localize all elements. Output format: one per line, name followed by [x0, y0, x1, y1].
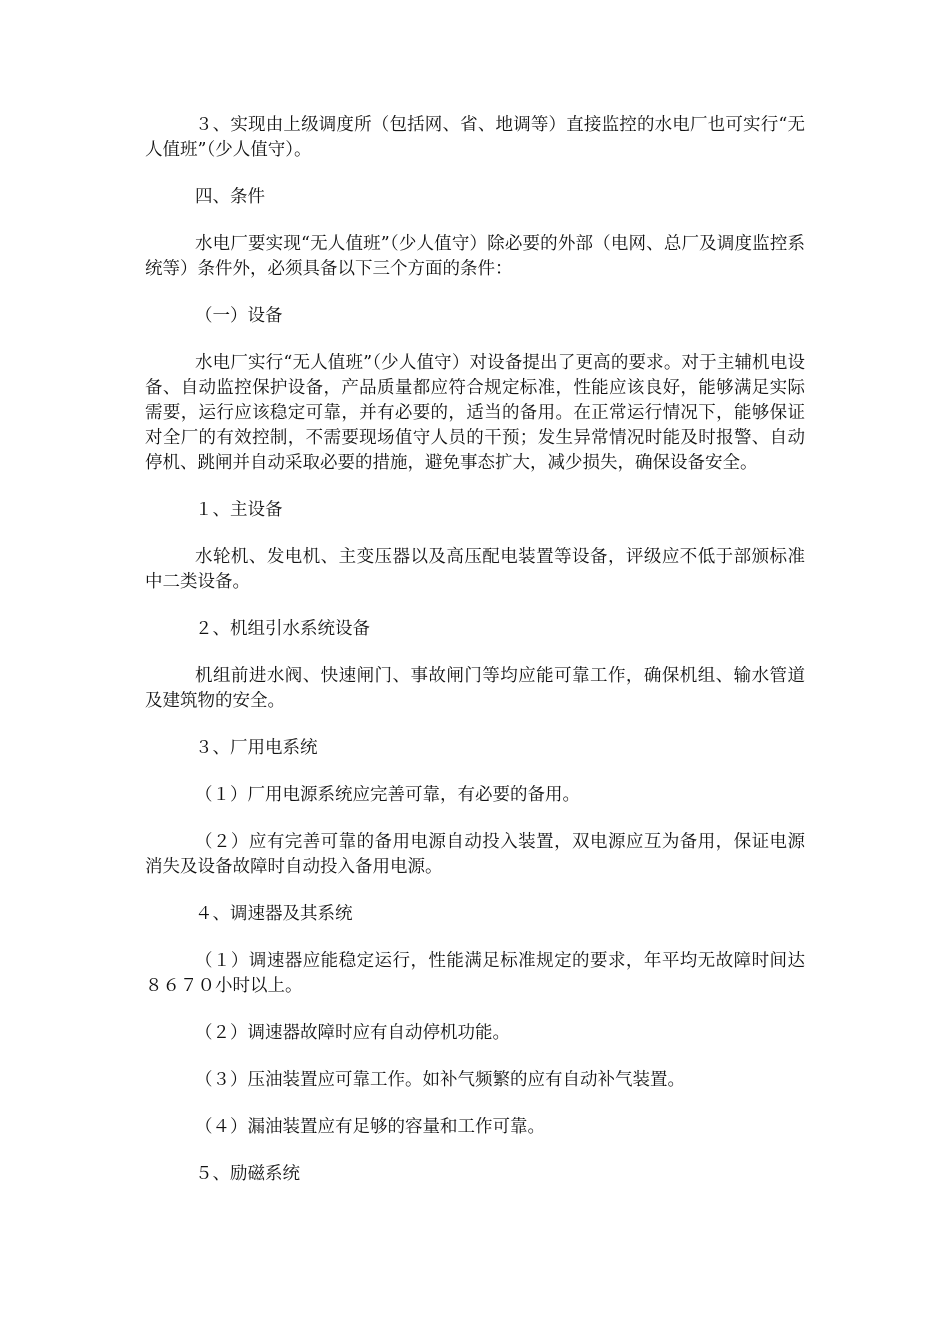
paragraph-1: ３、实现由上级调度所（包括网、省、地调等）直接监控的水电厂也可实行“无人值班”（少人值守）。 — [145, 115, 805, 160]
paragraph-governor-3: （３）压油装置应可靠工作。如补气频繁的应有自动补气装置。 — [195, 1070, 685, 1090]
item-heading-governor: ４、调速器及其系统 — [195, 904, 353, 924]
paragraph-conditions-intro: 水电厂要实现“无人值班”（少人值守）除必要的外部（电网、总厂及调度监控系统等）条件外，必须具备以下三个方面的条件： — [145, 234, 805, 279]
section-heading-conditions: 四、条件 — [195, 187, 265, 207]
paragraph-station-power-2: （２）应有完善可靠的备用电源自动投入装置，双电源应互为备用，保证电源消失及设备故障时自动投入备用电源。 — [145, 832, 805, 877]
document-body — [145, 113, 805, 1209]
paragraph-water-diversion: 机组前进水阀、快速闸门、事故闸门等均应能可靠工作，确保机组、输水管道及建筑物的安全。 — [145, 666, 805, 711]
subsection-heading-equipment: （一）设备 — [195, 306, 283, 326]
paragraph-main-equipment: 水轮机、发电机、主变压器以及高压配电装置等设备，评级应不低于部颁标准中二类设备。 — [145, 547, 805, 592]
paragraph-governor-4: （４）漏油装置应有足够的容量和工作可靠。 — [195, 1117, 545, 1137]
item-heading-station-power: ３、厂用电系统 — [195, 738, 318, 758]
paragraph-governor-2: （２）调速器故障时应有自动停机功能。 — [195, 1023, 510, 1043]
item-heading-main-equipment: １、主设备 — [195, 500, 283, 520]
item-heading-water-diversion: ２、机组引水系统设备 — [195, 619, 370, 639]
paragraph-station-power-1: （１）厂用电源系统应完善可靠，有必要的备用。 — [195, 785, 580, 805]
paragraph-governor-1: （１）调速器应能稳定运行，性能满足标准规定的要求，年平均无故障时间达８６７０小时以上。 — [145, 951, 805, 996]
paragraph-equipment-requirements: 水电厂实行“无人值班”（少人值守）对设备提出了更高的要求。对于主辅机电设备、自动监控保护设备，产品质量都应符合规定标准，性能应该良好，能够满足实际需要，运行应该稳定可靠，并有必要的，适当的备用。在正常运行情况下，能够保证对全厂的有效控制，不需要现场值守人员的干预；发生异常情况时能及时报警、自动停机、跳闸并自动采取必要的措施，避免事态扩大，减少损失，确保设备安全。 — [145, 353, 805, 473]
item-heading-excitation: ５、励磁系统 — [195, 1164, 300, 1184]
